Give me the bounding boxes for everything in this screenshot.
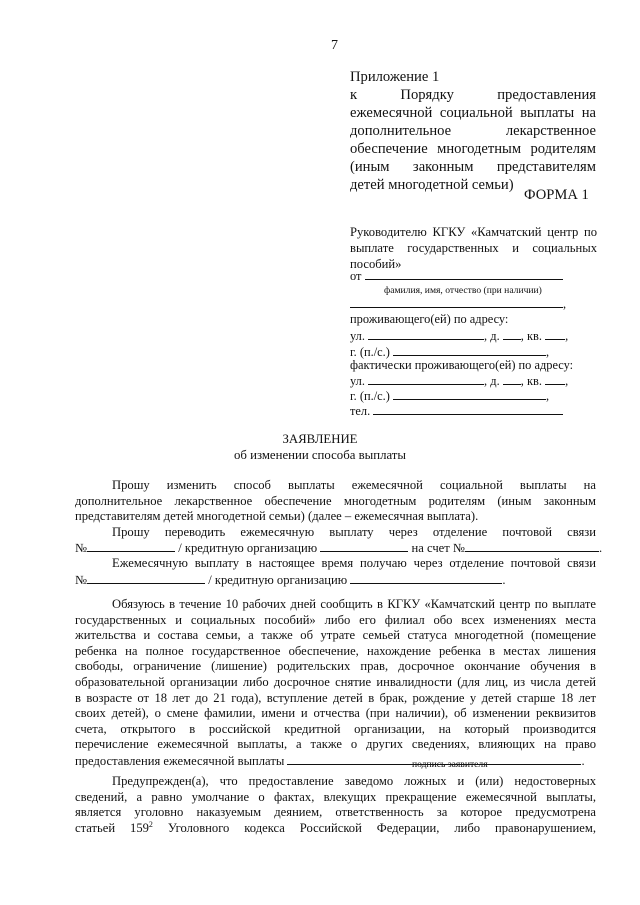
city-label: г. (п./с.) bbox=[350, 345, 390, 359]
apt-label: кв. bbox=[527, 374, 542, 388]
appendix-line: обеспечение многодетным родителям bbox=[350, 141, 596, 157]
fio-caption: фамилия, имя, отчество (при наличии) bbox=[384, 285, 542, 296]
warning-article: статьей 159 bbox=[75, 820, 149, 835]
request-line: Ежемесячную выплату в настоящее время получаю через отделение почтовой связи bbox=[112, 555, 596, 570]
phone-label: тел. bbox=[350, 404, 371, 418]
appendix-line: дополнительное лекарственное bbox=[350, 123, 596, 139]
obligation-block bbox=[75, 597, 596, 769]
house-label: д. bbox=[490, 374, 500, 388]
addressee-line: Руководителю КГКУ «Камчатский центр по bbox=[350, 225, 597, 239]
request-line: Прошу изменить способ выплаты ежемесячной социальной выплаты на bbox=[112, 478, 596, 492]
street-field[interactable] bbox=[368, 328, 484, 340]
comma: , bbox=[520, 329, 524, 343]
comma: , bbox=[484, 329, 488, 343]
actual-street-row bbox=[350, 373, 568, 389]
request-block bbox=[75, 478, 603, 587]
statement-title: ЗАЯВЛЕНИЕ bbox=[282, 432, 358, 446]
street-field[interactable] bbox=[368, 373, 484, 385]
number-sign: № bbox=[75, 541, 88, 556]
number-sign: № bbox=[75, 572, 88, 587]
obligation-line: Обязуюсь в течение 10 рабочих дней сообщить в КГКУ «Камчатский центр по выплате bbox=[112, 597, 596, 611]
page-number: 7 bbox=[331, 38, 338, 53]
obligation-line: жительства и состава семьи, а также об утрате семьей статуса многодетной (помещение bbox=[75, 628, 596, 643]
request-line: представителям детей многодетной семьи) (далее – ежемесячная выплата). bbox=[75, 509, 479, 524]
request-line: дополнительное лекарственное обеспечение многодетным родителям (иным законным bbox=[75, 493, 596, 508]
form-label: ФОРМА 1 bbox=[524, 187, 589, 203]
comma: , bbox=[565, 329, 569, 343]
period: . bbox=[502, 572, 506, 587]
period: . bbox=[581, 753, 585, 768]
addressee-line: пособий» bbox=[350, 257, 402, 271]
obligation-line: свободы, ограничение (лишение) родительских прав, досрочное окончание обучения в bbox=[75, 659, 596, 674]
comma: , bbox=[520, 374, 524, 388]
appendix-line: ежемесячной социальной выплаты на bbox=[350, 105, 596, 121]
warning-block bbox=[75, 774, 596, 836]
addressee-line: выплате государственных и социальных bbox=[350, 241, 597, 255]
street-label: ул. bbox=[350, 374, 365, 388]
current-postal-field[interactable] bbox=[87, 572, 205, 584]
comma: , bbox=[565, 374, 569, 388]
apt-field[interactable] bbox=[545, 373, 565, 385]
street-label: ул. bbox=[350, 329, 365, 343]
obligation-line: своих детей), о смене фамилии, имени и отчества (при наличии), об изменении реквизитов bbox=[75, 706, 596, 721]
fio-row-2 bbox=[350, 296, 566, 312]
residing-label: проживающего(ей) по адресу: bbox=[350, 312, 509, 326]
obligation-line: ребенка на полное государственное обеспечение, нахождение ребенка в местах лишения bbox=[75, 643, 596, 658]
addressee-block bbox=[350, 224, 597, 272]
current-credit-org-field[interactable] bbox=[350, 572, 502, 584]
signature-row bbox=[75, 753, 596, 769]
article-superscript: 2 bbox=[148, 819, 153, 829]
credit-org-field[interactable] bbox=[320, 540, 408, 552]
comma: , bbox=[484, 374, 488, 388]
warning-continuation: Уголовного кодекса Российской Федерации, либо правонарушением, bbox=[152, 820, 596, 835]
obligation-line: счета, открытого в российской кредитной организации, на который производится bbox=[75, 721, 596, 736]
credit-org-label: / кредитную организацию bbox=[178, 541, 318, 556]
account-label: на счет № bbox=[411, 541, 465, 556]
comma: , bbox=[546, 345, 550, 359]
comma: , bbox=[563, 297, 567, 311]
comma: , bbox=[546, 389, 550, 403]
obligation-line: государственных и социальных пособий» либо его филиал обо всех изменениях места bbox=[75, 612, 596, 627]
fio-field[interactable] bbox=[365, 268, 563, 280]
postal-office-field[interactable] bbox=[87, 540, 175, 552]
from-row bbox=[350, 268, 563, 284]
city-field[interactable] bbox=[393, 344, 546, 356]
period: . bbox=[598, 541, 603, 556]
actual-city-row bbox=[350, 388, 549, 404]
appendix-line: детей многодетной семьи) bbox=[350, 177, 514, 193]
credit-org-label: / кредитную организацию bbox=[208, 572, 348, 587]
obligation-line: образовательной организации либо досрочное снятие инвалидности (для лиц, из числа детей bbox=[75, 674, 596, 689]
appendix-line: Приложение 1 bbox=[350, 69, 440, 85]
house-field[interactable] bbox=[503, 328, 521, 340]
warning-line: Предупрежден(а), что предоставление заведомо ложных и (или) недостоверных bbox=[112, 774, 596, 788]
warning-last-line bbox=[75, 821, 596, 837]
account-field[interactable] bbox=[465, 540, 599, 552]
city-label: г. (п./с.) bbox=[350, 389, 390, 403]
fio-field-2[interactable] bbox=[350, 296, 563, 308]
obligation-line: в возрасте от 18 лет до 21 года), вступление детей в брак, рождение у детей старше 18 лет bbox=[75, 690, 596, 705]
city-field[interactable] bbox=[393, 388, 546, 400]
statement-subtitle: об изменении способа выплаты bbox=[233, 448, 406, 462]
current-postal-row bbox=[75, 572, 596, 588]
from-label: от bbox=[350, 269, 362, 283]
obligation-line: перечисление ежемесячной выплаты, а также о других сведениях, влияющих на право bbox=[75, 737, 596, 752]
signature-caption: подпись заявителя bbox=[412, 759, 488, 770]
house-field[interactable] bbox=[503, 373, 521, 385]
warning-line: является уголовно наказуемым деянием, ответственность за которое предусмотрена bbox=[75, 805, 596, 820]
phone-row bbox=[350, 403, 563, 419]
postal-row bbox=[75, 540, 603, 556]
phone-field[interactable] bbox=[373, 403, 563, 415]
actual-label: фактически проживающего(ей) по адресу: bbox=[350, 358, 574, 372]
apt-field[interactable] bbox=[545, 328, 565, 340]
appendix-line: (иным законным представителям bbox=[350, 159, 596, 175]
apt-label: кв. bbox=[527, 329, 542, 343]
request-line: Прошу переводить ежемесячную выплату через отделение почтовой связи bbox=[112, 524, 596, 539]
house-label: д. bbox=[490, 329, 500, 343]
warning-line: сведений, а равно умолчание о фактах, влекущих прекращение ежемесячной выплаты, bbox=[75, 789, 596, 804]
appendix-line: к Порядку предоставления bbox=[350, 87, 596, 103]
registered-street-row bbox=[350, 328, 568, 344]
appendix-header bbox=[350, 68, 596, 194]
obligation-last-line: предоставления ежемесячной выплаты bbox=[75, 753, 285, 768]
